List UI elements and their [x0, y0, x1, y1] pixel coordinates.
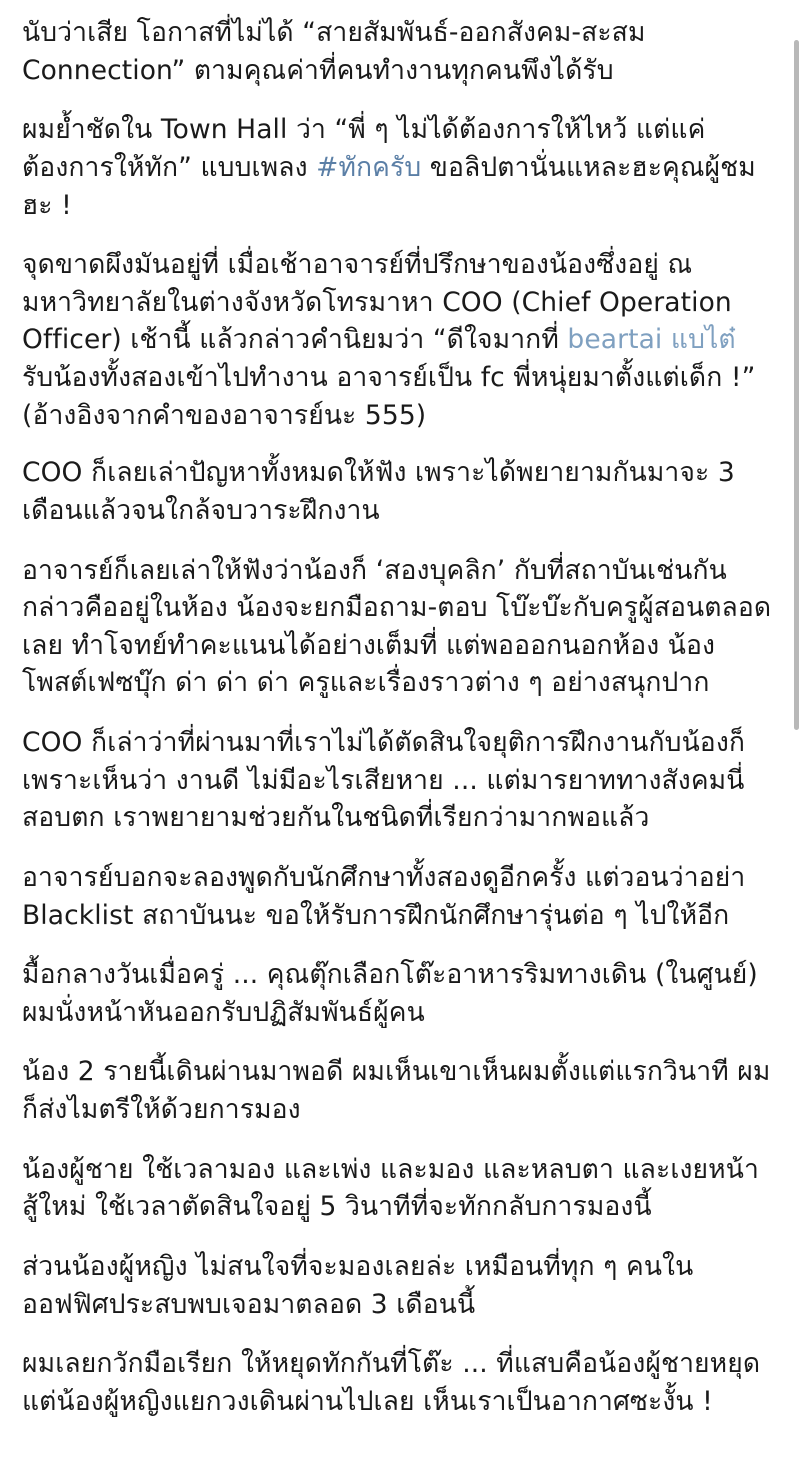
paragraph-text: ผมย้ำชัดใน Town Hall ว่า “พี่ ๆ ไม่ได้ต้องการให้ไหว้ แต่แค่ต้องการให้ทัก” แบบเพลง	[22, 114, 706, 183]
paragraph	[22, 956, 772, 1031]
paragraph-text: COO ก็เลยเล่าปัญหาทั้งหมดให้ฟัง เพราะได้พยายามกันมาจะ 3 เดือนแล้วจนใกล้จบวาระฝึกงาน	[22, 457, 735, 526]
paragraph	[22, 724, 772, 837]
paragraph-text: รับน้องทั้งสองเข้าไปทำงาน อาจารย์เป็น fc พี่หนุ่ยมาตั้งแต่เด็ก !” (อ้างอิงจากคำของอาจารย์นะ 555)	[22, 362, 756, 431]
paragraph	[22, 111, 772, 224]
hashtag-link[interactable]: #ทักครับ	[316, 151, 422, 183]
paragraph-text: COO ก็เล่าว่าที่ผ่านมาที่เราไม่ได้ตัดสินใจยุติการฝึกงานกับน้องก็เพราะเห็นว่า งานดี ไม่มีอะไรเสียหาย ... แต่มารยาททางสังคมนี่สอบตก เราพยายามช่วยกันในชนิดที่เรียกว่ามากพอแล้ว	[22, 727, 745, 834]
paragraph	[22, 1345, 772, 1420]
paragraph	[22, 859, 772, 934]
paragraph-text: มื้อกลางวันเมื่อครู่ ... คุณตุ๊กเลือกโต๊ะอาหารริมทางเดิน (ในศูนย์) ผมนั่งหน้าหันออกรับปฏิสัมพันธ์ผู้คน	[22, 959, 758, 1028]
paragraph-text: ส่วนน้องผู้หญิง ไม่สนใจที่จะมองเลยล่ะ เหมือนที่ทุก ๆ คนในออฟฟิศประสบพบเจอมาตลอด 3 เดือนนี้	[22, 1250, 694, 1320]
paragraph-text: น้อง 2 รายนี้เดินผ่านมาพอดี ผมเห็นเขาเห็นผมตั้งแต่แรกวินาที ผมก็ส่งไมตรีให้ด้วยการมอง	[22, 1056, 771, 1125]
paragraph-text: อาจารย์บอกจะลองพูดกับนักศึกษาทั้งสองดูอีกครั้ง แต่วอนว่าอย่า Blacklist สถาบันนะ ขอให้รับการฝึกนักศึกษารุ่นต่อ ๆ ไปให้อีก	[22, 861, 746, 931]
scrollbar-thumb[interactable]	[794, 40, 799, 730]
paragraph-text: น้องผู้ชาย ใช้เวลามอง และเพ่ง และมอง และหลบตา และเงยหน้าสู้ใหม่ ใช้เวลาตัดสินใจอยู่ 5 วินาทีที่จะทักกลับการมองนี้	[22, 1153, 759, 1223]
paragraph	[22, 1248, 772, 1323]
paragraph-text: จุดขาดผึงมันอยู่ที่ เมื่อเช้าอาจารย์ที่ปรึกษาของน้องซึ่งอยู่ ณ มหาวิทยาลัยในต่างจังหวัดโทรมาหา COO (Chief Operation Officer) เช้านี้ แล้วกล่าวคำนิยมว่า “ดีใจมากที่	[22, 249, 732, 356]
paragraph-text: ขอลิปตานั่นแหละฮะคุณผู้ชมฮะ !	[22, 151, 756, 221]
paragraph-text: ผมเลยกวักมือเรียก ให้หยุดทักกันที่โต๊ะ ... ที่แสบคือน้องผู้ชายหยุด แต่น้องผู้หญิงแยกวงเดินผ่านไปเลย เห็นเราเป็นอากาศซะงั้น !	[22, 1348, 761, 1417]
paragraph	[22, 454, 772, 529]
mention-link[interactable]: beartai แบไต๋	[567, 324, 736, 356]
paragraph	[22, 552, 772, 703]
paragraph	[22, 246, 772, 434]
paragraph-text: นับว่าเสีย โอกาสที่ไม่ได้ “สายสัมพันธ์-ออกสังคม-สะสม Connection” ตามคุณค่าที่คนทำงานทุกคนพึงได้รับ	[22, 17, 646, 86]
paragraph-text: อาจารย์ก็เลยเล่าให้ฟังว่าน้องก็ ‘สองบุคลิก’ กับที่สถาบันเช่นกัน กล่าวคืออยู่ในห้อง น้องจะยกมือถาม-ตอบ โบ๊ะบ๊ะกับครูผู้สอนตลอดเลย ทำโจทย์ทำคะแนนได้อย่างเต็มที่ แต่พอออกนอกห้อง น้องโพสต์เฟซบุ๊ก ด่า ด่า ด่า ครูและเรื่องราวต่าง ๆ อย่างสนุกปาก	[22, 554, 772, 699]
paragraph	[22, 14, 772, 89]
scrollbar[interactable]	[794, 0, 800, 1464]
paragraph	[22, 1151, 772, 1226]
paragraph	[22, 1053, 772, 1128]
